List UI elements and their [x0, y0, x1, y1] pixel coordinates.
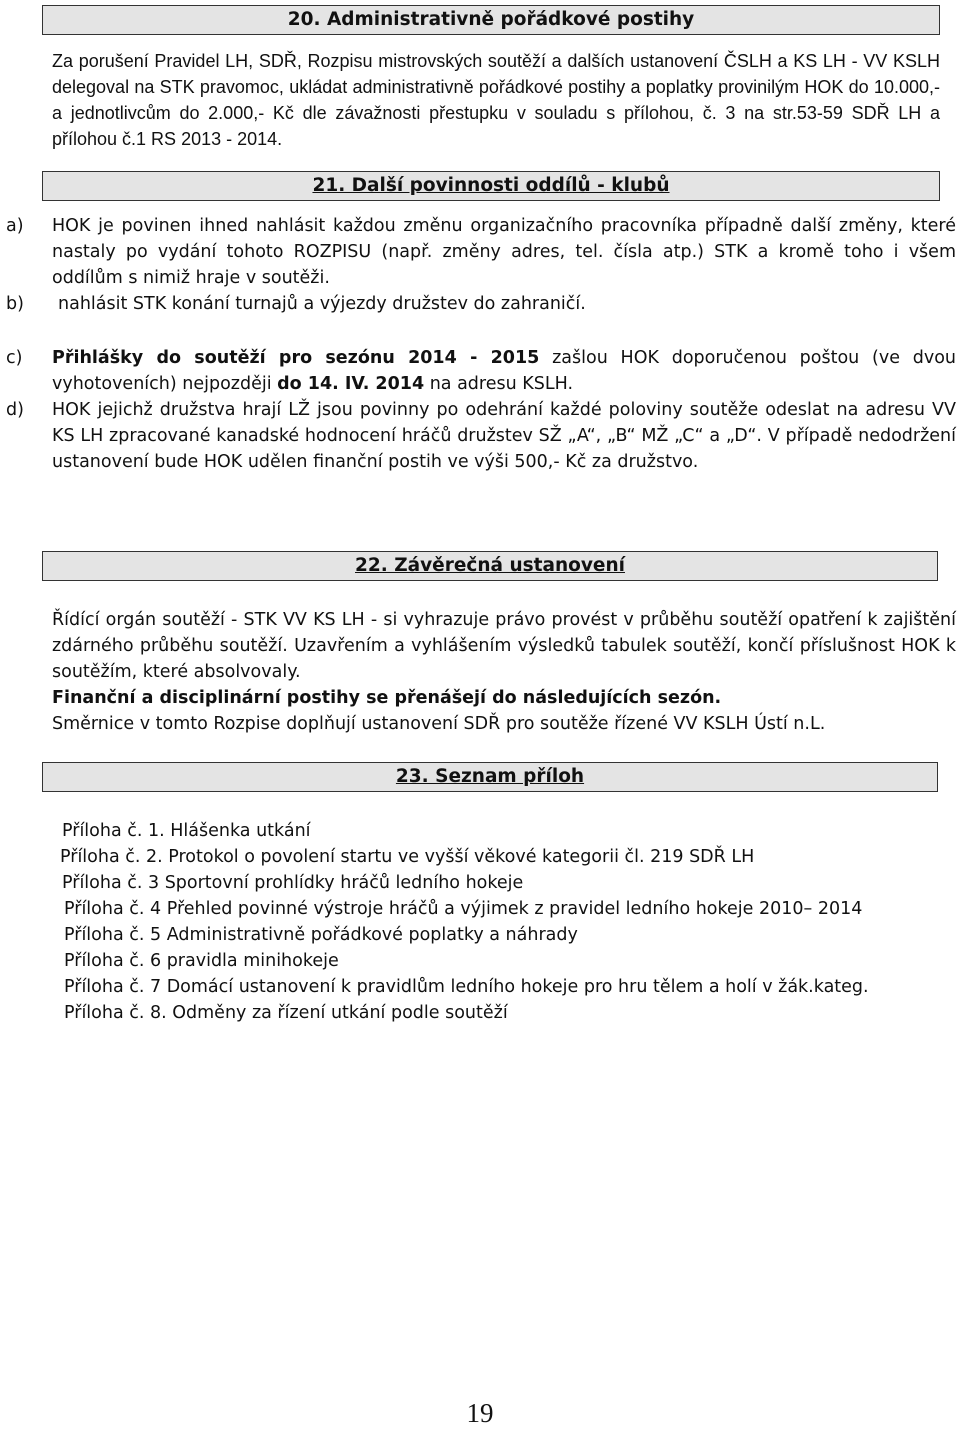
- item-text-part: na adresu KSLH.: [424, 374, 574, 394]
- section-22-title: 22. Závěrečná ustanovení: [355, 555, 625, 576]
- section-22-bold-note: Finanční a disciplinární postihy se přenášejí do následujících sezón.: [52, 688, 722, 708]
- attachment-item: Příloha č. 7 Domácí ustanovení k pravidlům ledního hokeje pro hru tělem a holí v žák.kateg.: [64, 977, 869, 997]
- section-21-title: 21. Další povinnosti oddílů - klubů: [312, 175, 670, 196]
- section-23-header: [42, 762, 938, 792]
- item-label: d): [6, 400, 24, 420]
- attachment-item: Příloha č. 2. Protokol o povolení startu ve vyšší věkové kategorii čl. 219 SDŘ LH: [60, 847, 755, 867]
- section-22-header: [42, 551, 938, 581]
- attachment-item: Příloha č. 3 Sportovní prohlídky hráčů ledního hokeje: [62, 873, 524, 893]
- attachment-item: Příloha č. 1. Hlášenka utkání: [62, 821, 311, 841]
- section-22-para2: Směrnice v tomto Rozpise doplňují ustanovení SDŘ pro soutěže řízené VV KSLH Ústí n.L.: [52, 714, 826, 734]
- section-20-header: [42, 5, 940, 35]
- attachment-item: Příloha č. 4 Přehled povinné výstroje hráčů a výjimek z pravidel ledního hokeje 2010– 2014: [64, 899, 863, 919]
- item-text-bold: Přihlášky do soutěží pro sezónu 2014 - 2015: [52, 348, 540, 368]
- item-text-part: zašlou HOK doporučenou poštou (ve dvou vyhotoveních) nejpozději: [52, 348, 956, 394]
- item-text: [52, 345, 956, 397]
- item-label: c): [6, 348, 23, 368]
- item-text-bold: do 14. IV. 2014: [277, 374, 425, 394]
- attachment-item: Příloha č. 8. Odměny za řízení utkání podle soutěží: [64, 1003, 508, 1023]
- section-20-body: Za porušení Pravidel LH, SDŘ, Rozpisu mistrovských soutěží a dalších ustanovení ČSLH a KS LH - VV KSLH delegoval na STK pravomoc, ukládat administrativně pořádkové postihy a poplatky provinilým HOK do 10.000,- a jednotlivcům do 2.000,- Kč dle závažnosti přestupku v souladu s přílohou, č. 3 na str.53-59 SDŘ LH a přílohou č.1 RS 2013 - 2014.: [52, 51, 940, 149]
- section-22-para1: Řídící orgán soutěží - STK VV KS LH - si vyhrazuje právo provést v průběhu soutěží opatření k zajištění zdárného průběhu soutěží. Uzavřením a vyhlášením výsledků tabulek soutěží, končí příslušnost HOK k soutěžím, které absolvovaly.: [52, 610, 956, 682]
- item-label: b): [6, 294, 24, 314]
- section-20-title: 20. Administrativně pořádkové postihy: [287, 9, 695, 30]
- item-text: HOK jejichž družstva hrají LŽ jsou povinny po odehrání každé poloviny soutěže odeslat na adresu VV KS LH zpracované kanadské hodnocení hráčů družstev SŽ „A“, „B“ MŽ „C“ a „D“. V případě nedodržení ustanovení bude HOK udělen finanční postih ve výši 500,- Kč za družstvo.: [52, 400, 956, 472]
- section-23-title: 23. Seznam příloh: [395, 766, 585, 787]
- item-label: a): [6, 216, 24, 236]
- attachment-item: Příloha č. 5 Administrativně pořádkové poplatky a náhrady: [64, 925, 578, 945]
- page-number: 19: [466, 1398, 494, 1428]
- item-text: HOK je povinen ihned nahlásit každou změnu organizačního pracovníka případně další změny, které nastaly po vydání tohoto ROZPISU (např. změny adres, tel. čísla atp.) STK a kromě toho i všem oddílům s nimiž hraje v soutěži.: [52, 216, 956, 288]
- attachment-item: Příloha č. 6 pravidla minihokeje: [64, 951, 339, 971]
- section-21-header: [42, 171, 940, 201]
- item-text: nahlásit STK konání turnajů a výjezdy družstev do zahraničí.: [58, 294, 586, 314]
